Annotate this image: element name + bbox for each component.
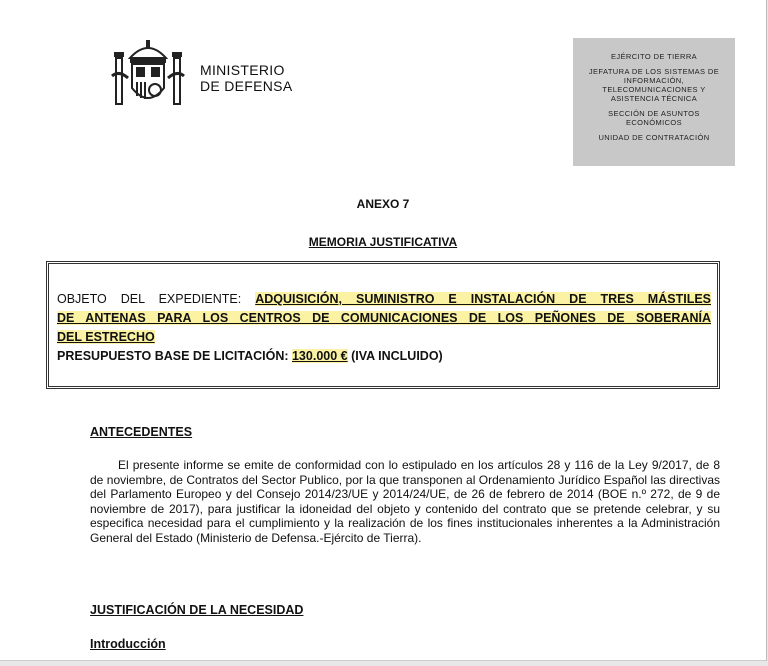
unit-line: SECCIÓN DE ASUNTOS ECONÓMICOS [608,109,700,127]
object-box [46,261,720,389]
budget-value: 130.000 € [291,349,348,363]
issuing-unit-box [573,38,735,166]
ministry-line-1: MINISTERIO [200,62,285,78]
section-heading-justificacion: JUSTIFICACIÓN DE LA NECESIDAD [90,603,304,617]
ministry-line-2: DE DEFENSA [200,78,293,94]
coat-of-arms-logo [108,36,188,116]
unit-line: EJÉRCITO DE TIERRA [610,52,698,61]
subsection-heading-introduccion: Introducción [90,637,166,651]
budget-suffix: (IVA INCLUIDO) [347,349,443,363]
memo-title: MEMORIA JUSTIFICATIVA [308,235,458,249]
object-text: DEL ESTRECHO [57,330,155,344]
object-label: OBJETO DEL EXPEDIENTE: [57,292,256,306]
object-text: DE ANTENAS PARA LOS CENTROS DE COMUNICACIONES DE LOS PEÑONES DE SOBERANÍA [57,311,711,325]
section-heading-antecedentes: ANTECEDENTES [90,425,193,439]
object-text: ADQUISICIÓN, SUMINISTRO E INSTALACIÓN DE TRES MÁSTILES [255,292,712,306]
annex-title: ANEXO 7 [356,197,410,211]
unit-line: JEFATURA DE LOS SISTEMAS DE INFORMACIÓN, TELECOMUNICACIONES Y ASISTENCIA TÉCNICA [588,67,720,103]
ministry-name [200,62,292,94]
unit-line: UNIDAD DE CONTRATACIÓN [598,133,710,142]
antecedentes-paragraph: El presente informe se emite de conformidad con lo estipulado en los artículos 28 y 116 de la Ley 9/2017, de 8 de noviembre, de Contratos del Sector Publico, por la que transponen al Ordenamiento Jurídico Español las directivas del Parlamento Europeo y del Consejo 2014/23/UE y 2014/24/UE, de 26 de febrero de 2014 (BOE n.º 272, de 9 de noviembre de 2017), para justificar la idoneidad del objeto y contenido del contrato que se pretende celebrar, y su especifica necesidad para el cumplimiento y la realización de los fines institucionales inherentes a la Administración General del Estado (Ministerio de Defensa.-Ejército de Tierra). [90,458,720,545]
budget-label: PRESUPUESTO BASE DE LICITACIÓN: [57,349,292,363]
